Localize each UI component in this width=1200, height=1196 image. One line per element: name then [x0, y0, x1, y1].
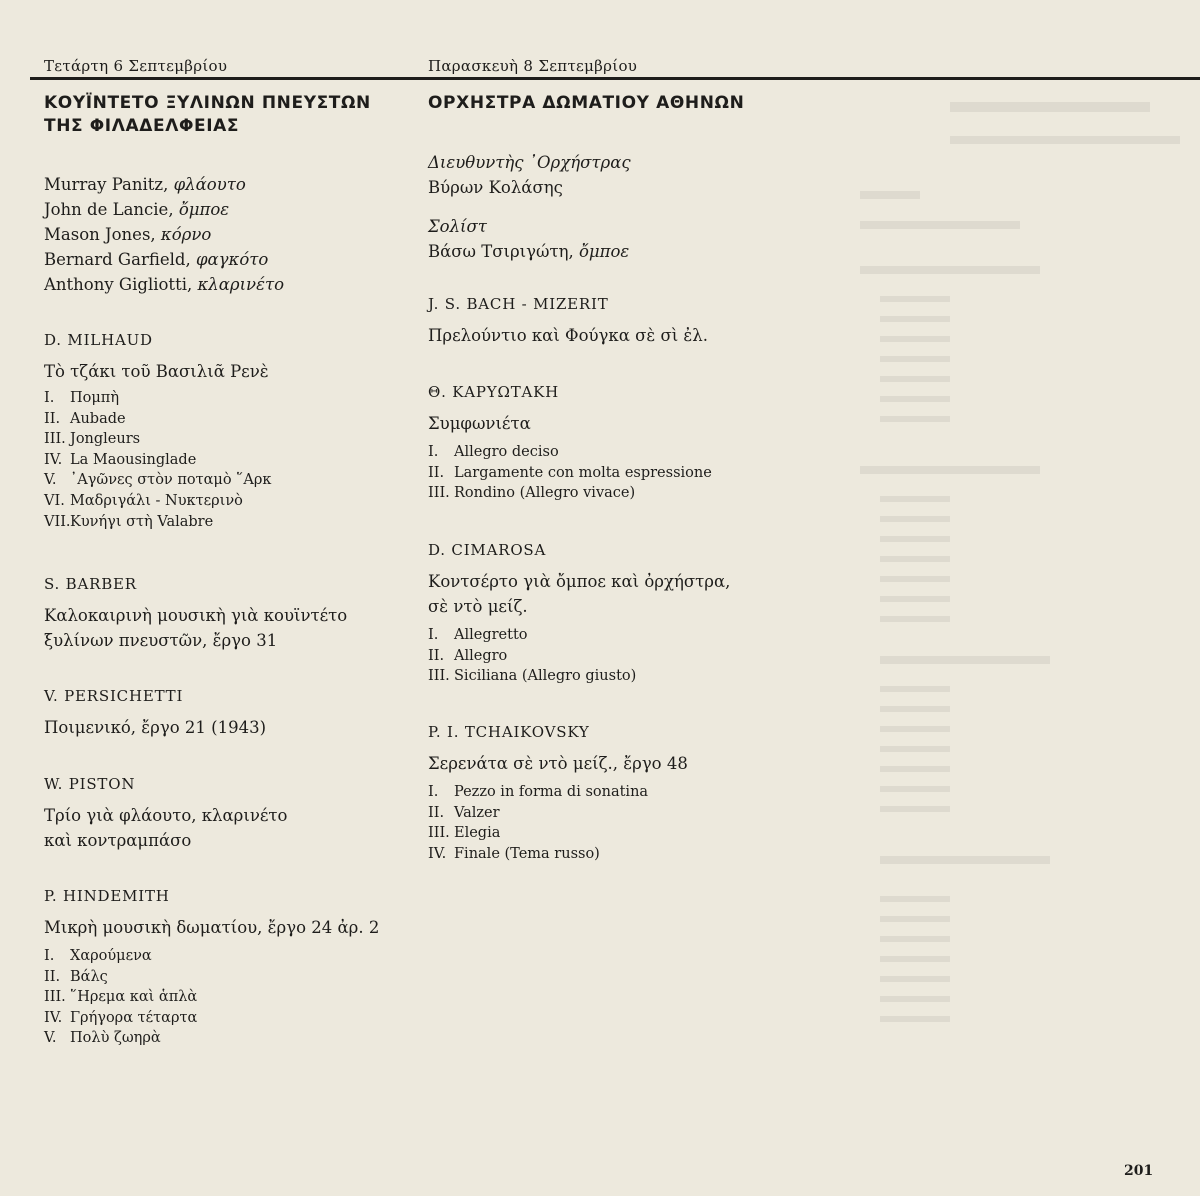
tchaikovsky-section — [428, 722, 788, 864]
header-left-date: Τετάρτη 6 Σεπτεμβρίου — [44, 57, 228, 75]
kartotaki-section — [428, 382, 788, 504]
soloist-instrument: ὄμποε — [578, 242, 630, 261]
composer-name: W. PISTON — [44, 775, 136, 793]
piston-section — [44, 774, 414, 853]
right-title-line: ΟΡΧΗΣΤΡΑ ΔΩΜΑΤΙΟΥ ΑΘΗΝΩΝ — [428, 93, 745, 113]
performers-list — [44, 172, 414, 297]
show-through-texture — [850, 96, 1180, 1076]
work-title: Πρελούντιο καὶ Φούγκα σὲ σὶ ἐλ. — [428, 326, 708, 345]
work-title: Μικρὴ μουσικὴ δωματίου, ἔργο 24 ἀρ. 2 — [44, 918, 380, 937]
left-title-line: ΤΗΣ ΦΙΛΑΔΕΛΦΕΙΑΣ — [44, 116, 240, 136]
conductor-block — [428, 150, 788, 200]
movement: I. Πομπὴ — [44, 390, 120, 406]
movement: II. Valzer — [428, 804, 500, 821]
performer — [44, 222, 414, 247]
movement: III. Siciliana (Allegro giusto) — [428, 668, 637, 685]
performer-instrument: φλάουτο — [173, 175, 246, 194]
movement-list — [428, 442, 788, 504]
performer-name: John de Lancie, — [44, 200, 174, 219]
composer-name: J. S. BACH - MIZERIT — [428, 295, 609, 313]
work-title: καὶ κοντραμπάσο — [44, 831, 192, 850]
composer-name: P. HINDEMITH — [44, 887, 170, 905]
performer-name: Anthony Gigliotti, — [44, 275, 193, 294]
composer-name: D. MILHAUD — [44, 331, 153, 349]
work-title: ξυλίνων πνευστῶν, ἔργο 31 — [44, 631, 278, 650]
work-title: Ποιμενικό, ἔργο 21 (1943) — [44, 718, 267, 737]
composer-name: S. BARBER — [44, 575, 137, 593]
performer — [44, 197, 414, 222]
header-rule — [30, 77, 1200, 80]
performer-instrument: ὄμποε — [178, 200, 230, 219]
barber-section — [44, 574, 414, 653]
performer-instrument: κλαρινέτο — [197, 275, 285, 294]
performer-name: Mason Jones, — [44, 225, 156, 244]
movement: II. Aubade — [44, 410, 126, 427]
movement-list — [44, 946, 414, 1049]
work-title: Συμφωνιέτα — [428, 414, 531, 433]
movement: IV. Finale (Tema russo) — [428, 845, 600, 862]
work-title: Τὸ τζάκι τοῦ Βασιλιᾶ Ρενὲ — [44, 362, 269, 381]
movement: II. Largamente con molta espressione — [428, 464, 712, 481]
movement: V. ᾿Αγῶνες στὸν ποταμὸ ῞Αρκ — [44, 472, 272, 489]
conductor-label: Διευθυντὴς ᾿Ορχήστρας — [428, 153, 631, 172]
movement: I. Allegro deciso — [428, 444, 559, 460]
movement: VI. Μαδριγάλι - Νυκτερινὸ — [44, 492, 243, 509]
conductor-name: Βύρων Κολάσης — [428, 178, 563, 197]
right-title — [428, 92, 788, 115]
composer-name: P. I. TCHAIKOVSKY — [428, 723, 590, 741]
left-title — [44, 92, 414, 138]
soloist — [428, 239, 788, 264]
composer-name: D. CIMAROSA — [428, 541, 547, 559]
bach-section — [428, 294, 788, 348]
movement: I. Χαρούμενα — [44, 948, 152, 964]
work-title: Κοντσέρτο γιὰ ὄμποε καὶ ὀρχήστρα, — [428, 572, 731, 591]
work-title: Σερενάτα σὲ ντὸ μείζ., ἔργο 48 — [428, 754, 688, 773]
work-title: Καλοκαιρινὴ μουσικὴ γιὰ κουϊντέτο — [44, 606, 348, 625]
work-title: σὲ ντὸ μείζ. — [428, 597, 528, 616]
soloist-label: Σολίστ — [428, 217, 487, 236]
cimarosa-section — [428, 540, 788, 687]
left-title-line: ΚΟΥΪΝΤΕΤΟ ΞΥΛΙΝΩΝ ΠΝΕΥΣΤΩΝ — [44, 93, 371, 113]
soloist-name: Βάσω Τσιριγώτη, — [428, 242, 574, 261]
hindemith-section — [44, 886, 414, 1049]
movement: VII.Κυνήγι στὴ Valabre — [44, 513, 214, 530]
soloist-block — [428, 214, 788, 264]
page-number: 201 — [1124, 1163, 1154, 1179]
movement-list — [428, 782, 788, 864]
performer — [44, 272, 414, 297]
movement: II. Βάλς — [44, 968, 108, 985]
persichetti-section — [44, 686, 414, 740]
movement-list — [44, 388, 414, 532]
movement: III. ῞Ηρεμα καὶ ἁπλὰ — [44, 989, 198, 1006]
work-title: Τρίο γιὰ φλάουτο, κλαρινέτο — [44, 806, 288, 825]
movement: IV. Γρήγορα τέταρτα — [44, 1009, 198, 1026]
performer — [44, 172, 414, 197]
movement: IV. La Maousinglade — [44, 451, 197, 468]
performer — [44, 247, 414, 272]
composer-name: Θ. ΚΑΡΥΩΤΑΚΗ — [428, 383, 560, 401]
movement: I. Allegretto — [428, 627, 528, 643]
movement-list — [428, 625, 788, 687]
performer-instrument: κόρνο — [160, 225, 212, 244]
composer-name: V. PERSICHETTI — [44, 687, 184, 705]
performer-name: Bernard Garfield, — [44, 250, 191, 269]
movement: V. Πολὺ ζωηρὰ — [44, 1030, 161, 1047]
movement: III. Jongleurs — [44, 431, 141, 448]
performer-name: Murray Panitz, — [44, 175, 169, 194]
movement: III. Rondino (Allegro vivace) — [428, 485, 636, 502]
milhaud-section — [44, 330, 414, 532]
header-right-date: Παρασκευὴ 8 Σεπτεμβρίου — [428, 57, 638, 75]
movement: II. Allegro — [428, 647, 508, 664]
movement: I. Pezzo in forma di sonatina — [428, 784, 649, 800]
performer-instrument: φαγκότο — [195, 250, 269, 269]
movement: III. Elegia — [428, 825, 501, 842]
